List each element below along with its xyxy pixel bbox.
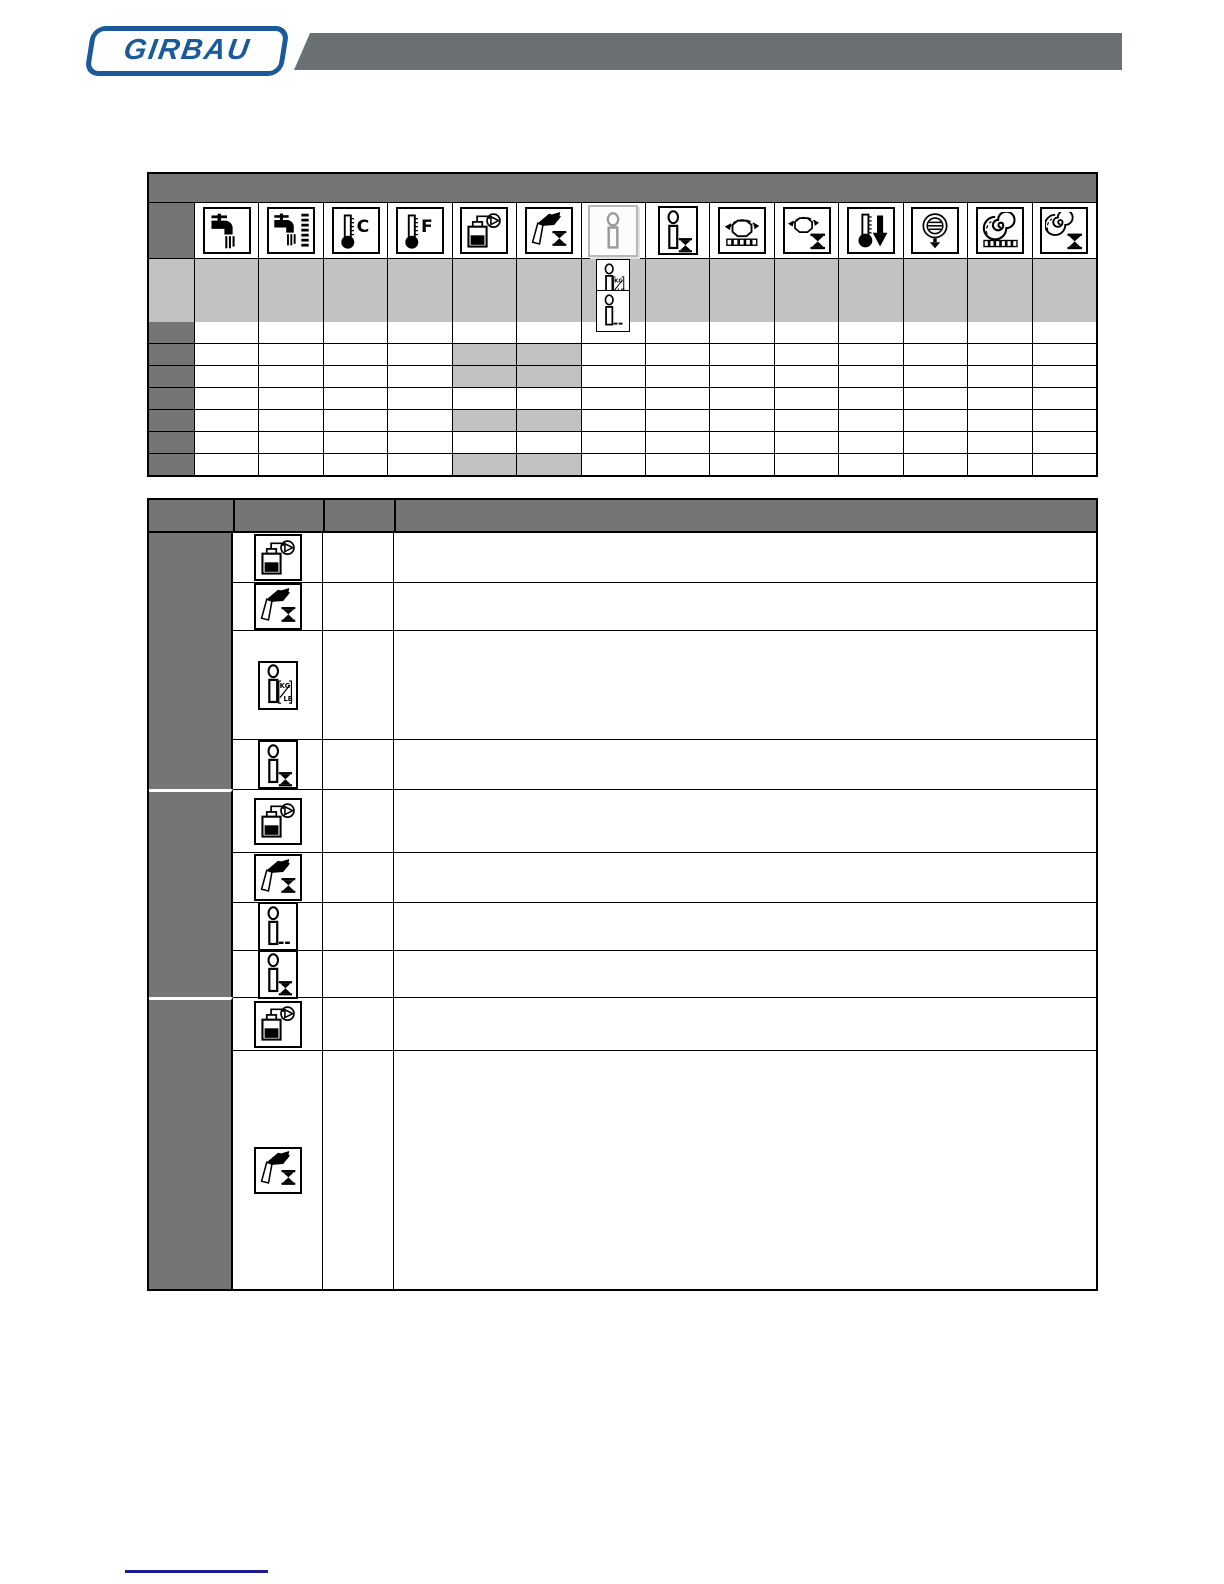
program-grid-cell	[452, 432, 516, 453]
program-grid-cell	[452, 388, 516, 409]
program-grid-cell	[258, 366, 322, 387]
program-grid-cell	[581, 388, 645, 409]
program-grid-cell	[838, 432, 902, 453]
program-grid-cell	[1032, 454, 1096, 475]
program-grid-cell	[194, 410, 258, 431]
detail-table-row	[233, 739, 1096, 789]
program-grid-cell	[774, 344, 838, 365]
detail-table-value-cell	[323, 583, 394, 630]
phase-detail-table	[147, 498, 1098, 1291]
operator-time-icon	[658, 206, 698, 255]
program-grid-cell	[645, 432, 709, 453]
program-grid-row-header	[149, 322, 194, 343]
detail-table-row	[233, 950, 1096, 997]
program-grid-column-header	[1032, 203, 1096, 258]
program-grid-cell	[709, 432, 773, 453]
program-grid-column-header	[516, 203, 580, 258]
program-grid-cell	[452, 344, 516, 365]
program-grid-cell	[452, 366, 516, 387]
temperature-celsius-icon	[332, 207, 380, 254]
detail-table-row	[233, 852, 1096, 902]
program-grid-column-header	[709, 203, 773, 258]
manual-supply-time-icon	[254, 1147, 302, 1194]
manual-supply-time-icon	[254, 854, 302, 901]
program-grid-row-header	[149, 366, 194, 387]
program-grid-cell	[774, 366, 838, 387]
program-grid-column-header	[903, 203, 967, 258]
program-grid-cell	[838, 344, 902, 365]
program-grid-column-header	[194, 203, 258, 258]
program-grid-data-row	[149, 453, 1096, 475]
detail-table-row	[233, 1050, 1096, 1289]
program-grid-cell	[1032, 366, 1096, 387]
detail-table-value-cell	[323, 631, 394, 739]
program-grid-column-header	[258, 203, 322, 258]
program-grid-cell	[903, 454, 967, 475]
program-grid-column-header	[838, 203, 902, 258]
program-grid-cell	[838, 366, 902, 387]
program-grid-row-header	[149, 454, 194, 475]
program-grid-cell	[967, 454, 1031, 475]
drum-rotation-time-icon	[783, 207, 831, 254]
program-grid-cell	[774, 388, 838, 409]
detail-table-row	[233, 582, 1096, 630]
program-grid-cell	[387, 454, 451, 475]
detail-table-row	[233, 902, 1096, 950]
program-grid-cell	[258, 322, 322, 343]
program-grid-cell	[516, 366, 580, 387]
program-grid-cell	[194, 344, 258, 365]
cooldown-icon	[847, 207, 895, 254]
program-grid-row-header	[149, 344, 194, 365]
operator-blank-icon	[258, 902, 298, 951]
water-inlet-hot-icon	[267, 207, 315, 254]
program-grid-cell	[838, 322, 902, 343]
program-grid-cell	[967, 410, 1031, 431]
program-grid-subheader-row	[149, 258, 1096, 289]
program-grid-cell	[516, 388, 580, 409]
detail-table-value-cell	[323, 903, 394, 950]
program-grid-cell	[194, 432, 258, 453]
program-grid-cell	[967, 388, 1031, 409]
program-grid-column-header	[452, 203, 516, 258]
detail-table-icon-cell	[233, 583, 323, 630]
operator-blank-icon	[596, 290, 630, 332]
program-grid-row-header	[149, 410, 194, 431]
detail-table-value-cell	[323, 533, 394, 582]
program-grid-cell	[258, 454, 322, 475]
detail-table-group-label-cell	[149, 533, 233, 789]
detail-table-header-cell-1	[149, 500, 233, 531]
program-grid-cell	[774, 454, 838, 475]
program-grid-cell	[903, 432, 967, 453]
detail-table-value-cell	[323, 951, 394, 997]
drain-icon	[911, 207, 959, 254]
detail-table-description-cell	[394, 853, 1096, 902]
program-grid-cell	[323, 322, 387, 343]
water-inlet-cold-icon	[203, 207, 251, 254]
program-grid-cell	[645, 344, 709, 365]
detail-table-row-group	[149, 997, 1096, 1289]
operator-time-icon	[258, 740, 298, 789]
program-grid-cell	[387, 388, 451, 409]
detail-table-header-cell-4	[394, 500, 1096, 531]
program-grid-cell	[452, 410, 516, 431]
detail-table-description-cell	[394, 631, 1096, 739]
program-grid-column-header	[967, 203, 1031, 258]
svg-text:F: F	[420, 216, 433, 237]
program-grid-cell	[838, 410, 902, 431]
program-grid-column-header	[323, 203, 387, 258]
program-grid-cell	[581, 410, 645, 431]
operator-info-icon	[588, 205, 638, 257]
girbau-logo	[84, 26, 290, 76]
program-grid-cell	[194, 454, 258, 475]
dosing-pump-icon	[254, 534, 302, 581]
program-grid-column-header	[387, 203, 451, 258]
detail-table-description-cell	[394, 951, 1096, 997]
program-grid-cell	[774, 322, 838, 343]
manual-supply-time-icon	[254, 583, 302, 630]
detail-table-row-group	[149, 789, 1096, 997]
detail-table-icon-cell	[233, 1051, 323, 1289]
program-grid-cell	[258, 410, 322, 431]
girbau-logo-inner	[90, 31, 284, 71]
program-grid-cell	[194, 366, 258, 387]
program-grid-cell	[323, 454, 387, 475]
program-grid-cell	[645, 322, 709, 343]
program-grid-column-header	[645, 203, 709, 258]
program-grid-cell	[323, 388, 387, 409]
detail-table-icon-cell	[233, 951, 323, 997]
program-grid-cell	[452, 454, 516, 475]
detail-table-icon-cell	[233, 631, 323, 739]
detail-table-value-cell	[323, 1051, 394, 1289]
detail-table-row	[233, 997, 1096, 1050]
program-grid-cell	[709, 454, 773, 475]
detail-table-icon-cell	[233, 790, 323, 852]
detail-table-header-cell-3	[323, 500, 394, 531]
program-grid-cell	[903, 366, 967, 387]
detail-table-group-rows	[233, 997, 1096, 1289]
program-grid-cell	[387, 366, 451, 387]
program-grid-cell	[709, 388, 773, 409]
program-grid-cell	[194, 322, 258, 343]
program-grid-column-header	[774, 203, 838, 258]
detail-table-description-cell	[394, 998, 1096, 1050]
program-grid-cell	[838, 454, 902, 475]
detail-table-icon-cell	[233, 533, 323, 582]
program-grid-cell	[774, 432, 838, 453]
program-grid-header-band	[149, 174, 1096, 202]
detail-table-value-cell	[323, 790, 394, 852]
detail-table-description-cell	[394, 583, 1096, 630]
program-grid-cell	[581, 432, 645, 453]
program-grid-cell	[903, 410, 967, 431]
program-grid-cell	[645, 410, 709, 431]
svg-text:KG: KG	[614, 278, 624, 285]
manual-supply-time-icon	[525, 207, 573, 254]
program-grid-cell	[323, 410, 387, 431]
program-grid-cell	[516, 432, 580, 453]
program-grid-cell	[258, 388, 322, 409]
detail-table-value-cell	[323, 998, 394, 1050]
detail-table-description-cell	[394, 790, 1096, 852]
svg-text:LB: LB	[283, 694, 293, 703]
program-grid-cell	[581, 454, 645, 475]
program-grid-corner-cell	[149, 203, 194, 258]
detail-table-icon-cell	[233, 853, 323, 902]
program-grid-cell	[645, 388, 709, 409]
dosing-pump-icon	[254, 1001, 302, 1048]
program-grid-cell	[967, 344, 1031, 365]
program-grid-cell	[516, 322, 580, 343]
program-grid-data-row	[149, 431, 1096, 453]
program-grid-cell	[194, 388, 258, 409]
program-grid-cell	[387, 322, 451, 343]
program-grid-cell	[903, 344, 967, 365]
dosing-pump-icon	[460, 207, 508, 254]
program-grid-cell	[1032, 388, 1096, 409]
program-grid-cell	[967, 322, 1031, 343]
program-grid-cell	[967, 432, 1031, 453]
detail-table-icon-cell	[233, 903, 323, 950]
detail-table-row	[233, 789, 1096, 852]
program-grid-cell	[645, 454, 709, 475]
program-grid-cell	[581, 366, 645, 387]
program-grid-cell	[581, 344, 645, 365]
program-grid-cell	[387, 344, 451, 365]
detail-table-header-row	[149, 500, 1096, 533]
program-grid-cell	[967, 366, 1031, 387]
program-grid-cell	[258, 432, 322, 453]
program-grid-cell	[903, 322, 967, 343]
program-grid-data-row	[149, 387, 1096, 409]
program-grid-cell	[838, 388, 902, 409]
detail-table-group-rows	[233, 789, 1096, 997]
spin-steps-icon	[976, 207, 1024, 254]
footnote-rule	[125, 1570, 268, 1573]
detail-table-header-cell-2	[233, 500, 323, 531]
detail-table-row	[233, 630, 1096, 739]
program-grid-data-row	[149, 365, 1096, 387]
program-grid-cell	[258, 344, 322, 365]
program-grid-cell	[323, 366, 387, 387]
detail-table-group-label-cell	[149, 997, 233, 1289]
program-grid-cell	[387, 432, 451, 453]
program-grid-row-header	[149, 432, 194, 453]
girbau-logo-text: GIRBAU	[121, 33, 253, 66]
operator-time-icon	[258, 950, 298, 999]
program-grid-cell	[323, 344, 387, 365]
program-grid-cell	[774, 410, 838, 431]
program-grid-cell	[323, 432, 387, 453]
detail-table-row	[233, 533, 1096, 582]
detail-table-description-cell	[394, 1051, 1096, 1289]
program-grid-cell	[1032, 322, 1096, 343]
spin-time-icon	[1040, 207, 1088, 254]
program-grid-cell	[516, 454, 580, 475]
detail-table-value-cell	[323, 853, 394, 902]
detail-table-description-cell	[394, 740, 1096, 789]
detail-table-group-label-cell	[149, 789, 233, 997]
program-grid-data-row	[149, 409, 1096, 431]
program-grid-cell	[1032, 344, 1096, 365]
detail-table-description-cell	[394, 533, 1096, 582]
program-grid-subheader-row	[149, 289, 1096, 321]
detail-table-value-cell	[323, 740, 394, 789]
detail-table-description-cell	[394, 903, 1096, 950]
program-grid-cell	[516, 410, 580, 431]
svg-text:C: C	[356, 216, 369, 237]
drum-rotation-steps-icon	[718, 207, 766, 254]
program-grid-cell	[1032, 410, 1096, 431]
program-grid-cell	[709, 322, 773, 343]
program-grid-cell	[516, 344, 580, 365]
dosing-pump-icon	[254, 798, 302, 845]
temperature-fahrenheit-icon	[396, 207, 444, 254]
program-grid-data-row	[149, 343, 1096, 365]
program-grid-cell	[387, 410, 451, 431]
program-phases-grid	[147, 172, 1098, 477]
program-grid-cell	[452, 322, 516, 343]
program-grid-icon-row	[149, 202, 1096, 258]
detail-table-icon-cell	[233, 740, 323, 789]
svg-text:KG: KG	[279, 682, 290, 691]
program-grid-cell	[709, 344, 773, 365]
detail-table-row-group	[149, 533, 1096, 789]
operator-load-kg-lb-icon	[258, 661, 298, 710]
program-grid-cell	[903, 388, 967, 409]
detail-table-icon-cell	[233, 998, 323, 1050]
detail-table-group-rows	[233, 533, 1096, 789]
program-grid-cell	[645, 366, 709, 387]
program-grid-cell	[1032, 432, 1096, 453]
program-grid-cell	[709, 410, 773, 431]
program-grid-cell	[709, 366, 773, 387]
program-grid-row-header	[149, 388, 194, 409]
header-bar	[294, 33, 1122, 70]
program-grid-column-header	[581, 203, 645, 258]
